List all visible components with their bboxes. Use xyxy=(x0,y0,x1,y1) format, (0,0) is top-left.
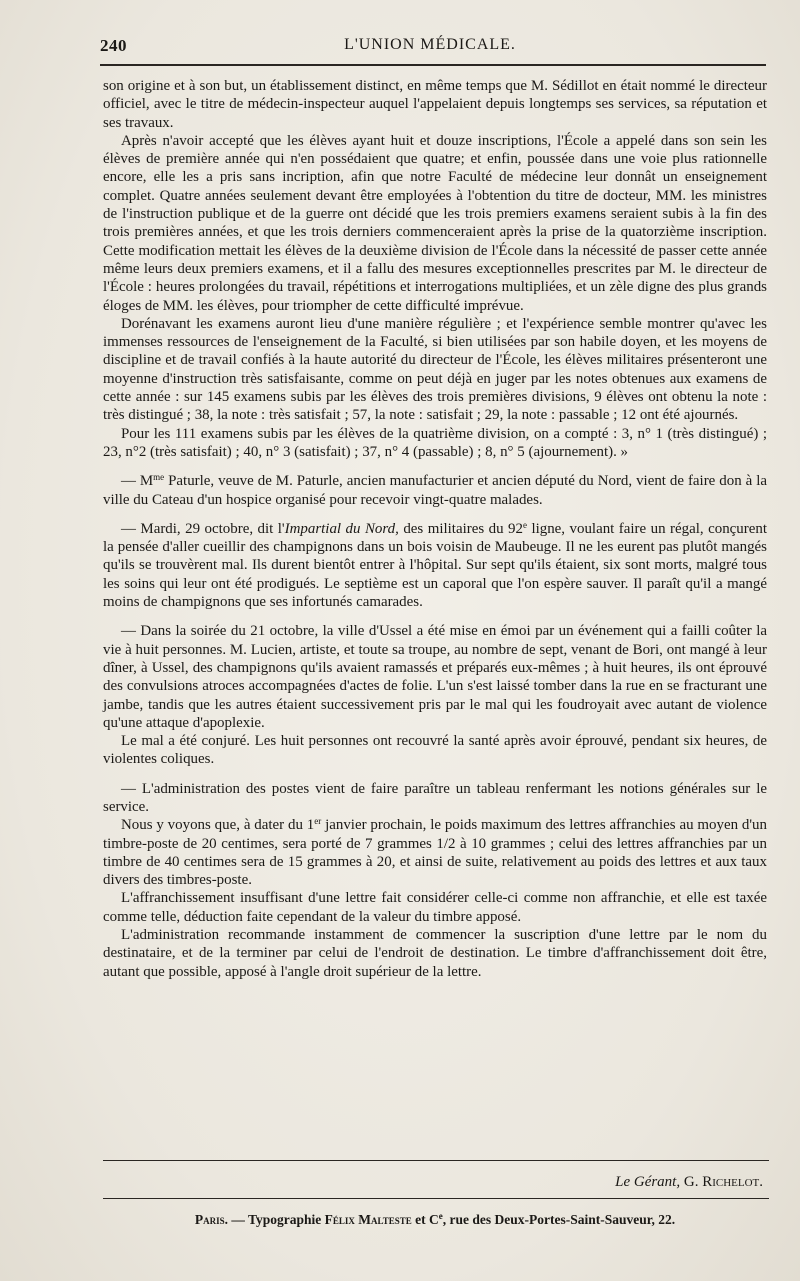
header-rule xyxy=(100,64,766,66)
article-body xyxy=(103,77,767,981)
paragraph-paturle xyxy=(103,472,767,509)
paturle-lead: — M xyxy=(121,473,154,490)
page-header xyxy=(100,30,760,64)
page-number: 240 xyxy=(100,36,127,55)
signature xyxy=(615,1174,763,1191)
footer-rule-bottom xyxy=(103,1198,769,1199)
paragraph-3: Dorénavant les examens auront lieu d'une manière régulière ; et l'expérience semble montrer qu'avec les immenses ressources de l'enseignement de la Faculté, si bien utilisées par son habile doyen, et les moyens de discipline et de travail confiés à la haute autorité du directeur de l'École, les élèves militaires présenteront une moyenne d'instruction très satisfaisante, comme on peut déjà en juger par les notes obtenues aux examens de cette année : sur 145 examens subis par les élèves des trois premières divisions, 9 élèves ont obtenu la note : très distingué ; 38, la note : très satisfait ; 57, la note : satisfait ; 29, la note : passable ; 12 ont été ajournés. xyxy=(103,315,767,424)
maubeuge-mid: des militaires du 92 xyxy=(398,520,523,537)
footer-rule-top xyxy=(103,1160,769,1161)
paragraph-postes-3: L'affranchissement insuffisant d'une lettre fait considérer celle-ci comme non affranchie, et elle est taxée comme telle, déduction faite cependant de la valeur du timbre apposé. xyxy=(103,890,767,925)
maubeuge-sup: e xyxy=(522,519,527,530)
paragraph-postes-4: L'administration recommande instamment de commencer la suscription d'une lettre par le nom du destinataire, et de la terminer par celui de l'endroit de destination. Le timbre d'affranchissement doit être, autant que possible, apposé à l'angle droit supérieur de la lettre. xyxy=(103,927,767,980)
postes-sup: er xyxy=(314,816,322,827)
signature-role: Le Gérant, xyxy=(615,1174,681,1190)
paragraph-1: son origine et à son but, un établissement distinct, en même temps que M. Sédillot en était nommé le directeur officiel, avec le titre de médecin-inspecteur auquel l'appelaient depuis longtemps ses services, sa réputation et ses travaux. xyxy=(103,78,767,131)
paragraph-4: Pour les 111 examens subis par les élèves de la quatrième division, on a compté : 3, n° 1 (très distingué) ; 23, n°2 (très satisfait) ; 40, n° 3 (satisfait) ; 37, n° 4 (passable) ; 8, n° 5 (ajournement). » xyxy=(103,425,767,460)
maubeuge-text: ligne, voulant faire un régal, conçurent la pensée d'aller cueillir des champignons dans un bois voisin de Maubeuge. Il ne les eurent pas plutôt mangés qu'ils se trouvèrent mal. Ils durent bientôt entrer à l'hôpital. Sur sept qu'ils étaient, six sont morts, malgré tous les soins qui leur ont été prodigués. Le septième est un caporal que l'on espère sauver. Il paraît qu'il a mangé moins de champignons que ses infortunés camarades. xyxy=(103,520,768,611)
paragraph-ussel: — Dans la soirée du 21 octobre, la ville d'Ussel a été mise en émoi par un événement qui a failli coûter la vie à huit personnes. M. Lucien, artiste, et toute sa troupe, au nombre de sept, venant de Bori, ont mangé à leur dîner, à Ussel, des champignons qu'ils avaient ramassés et préparés eux-mêmes ; à huit heures, ils ont éprouvé des convulsions atroces accompagnées d'actes de folie. L'un s'est laissé tomber dans la rue en se fracturant une jambe, tandis que les autres étaient successivement pris par le mal qui les foudroyait avec autant de violence qu'une attaque d'apoplexie. xyxy=(103,623,767,731)
postes-text: janvier prochain, le poids maximum des lettres affranchies au moyen d'un timbre-poste de 20 centimes, sera porté de 7 grammes 1/2 à 10 grammes ; celui des lettres affranchies par un timbre de 40 centimes sera de 15 grammes à 20, et ainsi de suite, relativement au poids des lettres et aux taux divers des timbres-poste. xyxy=(103,817,767,889)
imprint-address: , rue des Deux-Portes-Saint-Sauveur, 22. xyxy=(442,1212,676,1227)
printer-imprint xyxy=(103,1212,767,1228)
maubeuge-lead: — Mardi, 29 octobre, dit l' xyxy=(121,520,285,537)
imprint-city: Paris. xyxy=(194,1212,229,1227)
newspaper-title: Impartial du Nord, xyxy=(284,520,399,537)
paturle-sup: me xyxy=(153,472,165,483)
paragraph-postes-2 xyxy=(103,816,767,889)
running-title: L'UNION MÉDICALE. xyxy=(344,36,516,53)
signature-name: G. Richelot. xyxy=(683,1174,763,1190)
paragraph-ussel-2: Le mal a été conjuré. Les huit personnes ont recouvré la santé après avoir éprouvé, pendant six heures, de violentes coliques. xyxy=(103,733,767,768)
paragraph-maubeuge xyxy=(103,520,767,611)
imprint-text-before: — Typographie xyxy=(228,1212,325,1227)
imprint-sup: e xyxy=(438,1211,443,1221)
postes-lead: Nous y voyons que, à dater du 1 xyxy=(121,817,315,834)
imprint-printer: Félix Malteste xyxy=(324,1212,412,1227)
paragraph-postes: — L'administration des postes vient de faire paraître un tableau renfermant les notions générales sur le service. xyxy=(103,780,767,815)
paturle-text: Paturle, veuve de M. Paturle, ancien manufacturier et ancien député du Nord, vient de faire don à la ville du Cateau d'un hospice organisé pour recevoir vingt-quatre malades. xyxy=(103,473,767,508)
imprint-text-after: et C xyxy=(411,1212,439,1227)
paragraph-2: Après n'avoir accepté que les élèves ayant huit et douze inscriptions, l'École a appelé dans son sein les élèves de première année qui n'en possédaient que quatre; et enfin, poussée dans une voie plus rationnelle encore, elle les a pris sans incription, afin que notre Faculté de médecine leur donnât un enseignement complet. Quatre années seulement devant être employées à l'obtention du titre de docteur, MM. les ministres de l'instruction publique et de la guerre ont décidé que les trois premiers examens seraient subis à la fin des trois premières années, et que les trois derniers commenceraient après la prise de la quatorzième inscription. Cette modification mettait les élèves de la deuxième division de l'École dans la nécessité de passer cette année même leurs deux premiers examens, et il a fallu des mesures exceptionnelles prescrites par M. le directeur de l'École : heures prolongées du travail, répétitions et interrogations multipliées, et un zèle digne des plus grands éloges de MM. les élèves, pour triompher de cette difficulté imprévue. xyxy=(103,132,767,314)
